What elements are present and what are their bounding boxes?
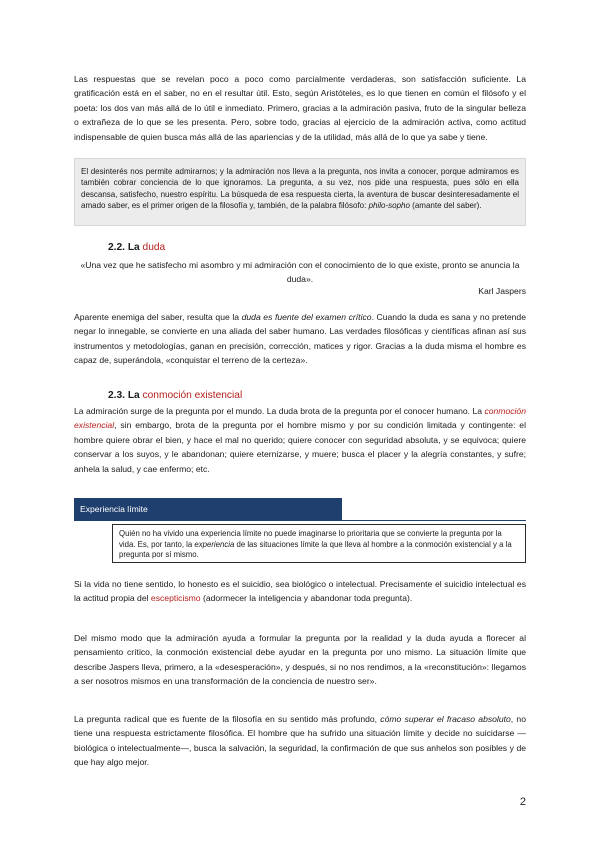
- section-number: 2.3. La: [108, 390, 143, 401]
- suicidio-paragraph-b: (adormecer la inteligencia y abandonar toda pregunta).: [200, 593, 413, 604]
- experiencia-text-b: de las situaciones límite la que lleva al hombre a la conmoción existencial y a la pregunta por sí mismo.: [119, 539, 512, 560]
- final-paragraph-italic: cómo superar el fracaso absoluto: [380, 714, 511, 724]
- section-heading-duda: [108, 242, 165, 253]
- final-paragraph: [74, 712, 526, 770]
- section-number: 2.2. La: [108, 242, 143, 253]
- epigraph-author: Karl Jaspers: [478, 286, 526, 296]
- duda-paragraph: [74, 310, 526, 368]
- conmocion-paragraph: [74, 404, 526, 476]
- final-paragraph-b: , no tiene una respuesta estrictamente filosófica. El hombre que ha sufrido una situación límite y decide no suicidarse —biológica o intelectualmente—, busca la salvación, la seguridad, la confirmación de que sus anhelos son posibles y de que hay algo mejor.: [74, 714, 526, 768]
- duda-paragraph-b: . Cuando la duda es sana y no pretende negar lo innegable, se convierte en una aliada del saber humano. Las verdades filosóficas y científicas afinan así sus instrumentos y metodologías, ganan en precisión, corrección, matices y rigor. Gracias a la duda misma el hombre es capaz de, superándola, «conquistar el terreno de la certeza».: [74, 312, 526, 366]
- intro-paragraph: Las respuestas que se revelan poco a poco como parcialmente verdaderas, son satisfacción suficiente. La gratificación está en el saber, no en el resultar útil. Esto, según Aristóteles, es lo que tienen en común el filósofo y el poeta: los dos van más allá de lo útil e inmediato. Primero, gracias a la admiración pasiva, fruto de la singular belleza o extrañeza de lo que se les presenta. Pero, sobre todo, gracias al ejercicio de la admiración activa, como actitud indispensable de quien busca más allá de las apariencias y de la utilidad, más allá de lo que ya sabe y tiene.: [74, 74, 526, 142]
- experiencia-tag: Experiencia límite: [74, 498, 342, 521]
- suicidio-paragraph: [74, 577, 526, 606]
- final-paragraph-a: La pregunta radical que es fuente de la filosofía en su sentido más profundo,: [74, 714, 381, 724]
- section-highlight: duda: [142, 242, 166, 253]
- epigraph: «Una vez que he satisfecho mi asombro y mi admiración con el conocimiento de lo que existe, pronto se anuncia la duda».: [80, 260, 520, 284]
- duda-paragraph-a: Aparente enemiga del saber, resulta que la: [74, 312, 242, 322]
- highlight-box-text: El desinterés nos permite admirarnos; y la admiración nos lleva a la pregunta, nos invita a conocer, porque admiramos es también cobrar conciencia de lo que ignoramos. La pregunta, a su vez, nos pide una respuesta, pues sólo en ella descansa, satisfecho, nuestro espíritu. La búsqueda de esa respuesta cierta, la aventura de buscar desinteresadamente el amado saber, es el primer origen de la filosofía y, también, de la palabra filósofo:: [81, 167, 519, 210]
- jaspers-paragraph: Del mismo modo que la admiración ayuda a formular la pregunta por la realidad y la duda ayuda a florecer al pensamiento crítico, la conmoción existencial debe ayudar en la pregunta por uno mismo. La situación límite que describe Jaspers lleva, primero, a la «desesperación», y después, si no nos rendimos, a la «reconstitución»: llegamos a ser nosotros mismos en una transformación de la conciencia de nuestro ser».: [74, 633, 526, 687]
- duda-paragraph-italic: duda es fuente del examen crítico: [241, 312, 372, 322]
- conmocion-paragraph-b: , sin embargo, brota de la pregunta por el hombre mismo y por su condición limitada y contingente: el hombre quiere obrar el bien, y hace el mal no querido; quiere conocer con seguridad absoluta, y se equivoca; quiere conservar a los suyos, y le abandonan; quiere eternizarse, y muere; busca el placer y la alegría constantes, y sufre; anhela la salud, y cae enfermo; etc.: [74, 420, 526, 474]
- experiencia-divider: [74, 520, 526, 521]
- conmocion-paragraph-red: conmoción existencial: [74, 406, 526, 431]
- highlight-box-tail: (amante del saber).: [409, 200, 482, 210]
- conmocion-paragraph-a: La admiración surge de la pregunta por el mundo. La duda brota de la pregunta por el conocer humano. La: [74, 406, 485, 416]
- highlight-box: [74, 158, 526, 226]
- page-number: 2: [519, 796, 526, 808]
- section-heading-conmocion: [108, 390, 242, 401]
- experiencia-text-italic: experiencia: [194, 539, 235, 549]
- section-highlight: conmoción existencial: [142, 390, 243, 401]
- experiencia-text-a: Quién no ha vivido una experiencia límite no puede imaginarse lo prioritaria que se convierte la pregunta por la vida. Es, por tanto, la: [119, 529, 502, 549]
- highlight-box-philo: philo-sopho: [368, 200, 410, 210]
- experiencia-box: [112, 524, 526, 563]
- suicidio-paragraph-a: Si la vida no tiene sentido, lo honesto es el suicidio, sea biológico o intelectual. Precisamente el suicidio intelectual es la actitud propia del: [74, 579, 526, 604]
- suicidio-paragraph-red: escepticismo: [150, 593, 201, 604]
